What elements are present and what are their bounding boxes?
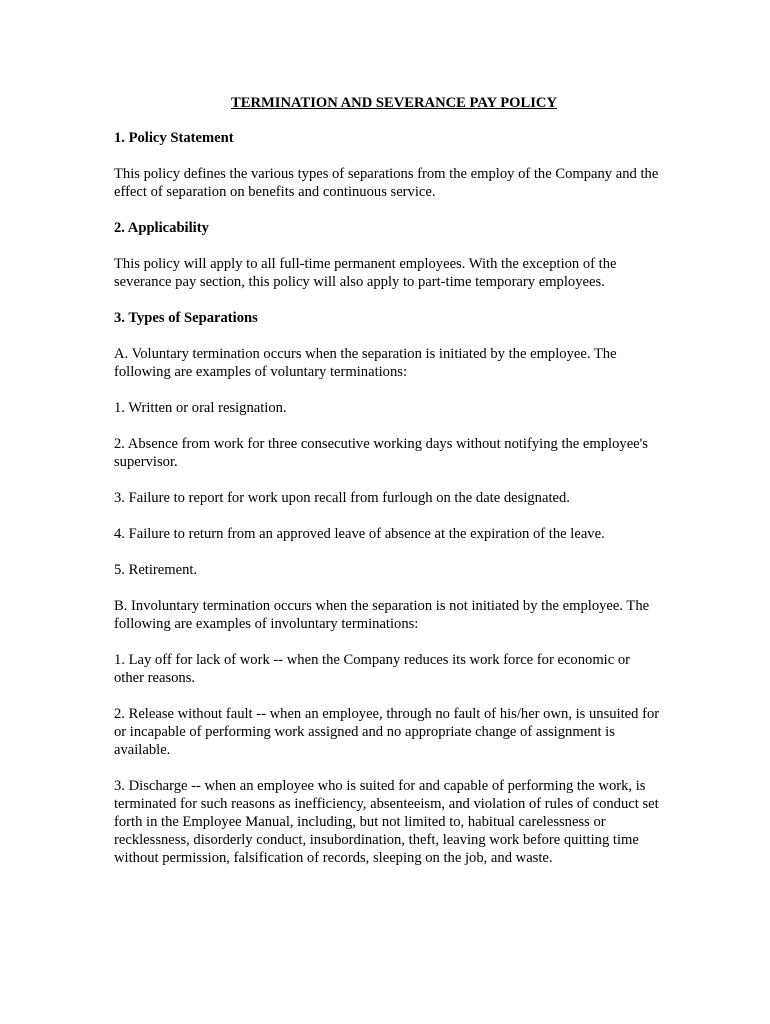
involuntary-item: 2. Release without fault -- when an employee, through no fault of his/her own, is unsuited for or incapable of performing work assigned and no appropriate change of assignment is available. <box>114 706 660 758</box>
policy-statement-body: This policy defines the various types of separations from the employ of the Company and the effect of separation on benefits and continuous service. <box>114 166 659 200</box>
voluntary-item: 3. Failure to report for work upon recall from furlough on the date designated. <box>114 490 570 506</box>
involuntary-item: 3. Discharge -- when an employee who is suited for and capable of performing the work, is terminated for such reasons as inefficiency, absenteeism, and violation of rules of conduct set forth in the Employee Manual, including, but not limited to, habitual carelessness or recklessness, disorderly conduct, insubordination, theft, leaving work before quitting time without permission, falsification of records, sleeping on the job, and waste. <box>114 778 659 866</box>
section-heading-types-of-separations: 3. Types of Separations <box>114 310 258 326</box>
voluntary-intro: A. Voluntary termination occurs when the separation is initiated by the employee. The following are examples of voluntary terminations: <box>114 346 617 380</box>
involuntary-item: 1. Lay off for lack of work -- when the Company reduces its work force for economic or other reasons. <box>114 652 631 686</box>
section-heading-policy-statement: 1. Policy Statement <box>114 130 234 146</box>
voluntary-item: 4. Failure to return from an approved leave of absence at the expiration of the leave. <box>114 526 605 542</box>
voluntary-item: 1. Written or oral resignation. <box>114 400 287 416</box>
involuntary-intro: B. Involuntary termination occurs when the separation is not initiated by the employee. The following are examples of involuntary terminations: <box>114 598 650 632</box>
section-heading-applicability: 2. Applicability <box>114 220 209 236</box>
document-page <box>114 94 662 885</box>
applicability-body: This policy will apply to all full-time permanent employees. With the exception of the severance pay section, this policy will also apply to part-time temporary employees. <box>114 256 617 290</box>
voluntary-item: 5. Retirement. <box>114 562 198 578</box>
voluntary-item: 2. Absence from work for three consecutive working days without notifying the employee's supervisor. <box>114 436 648 470</box>
document-title: TERMINATION AND SEVERANCE PAY POLICY <box>231 95 557 111</box>
